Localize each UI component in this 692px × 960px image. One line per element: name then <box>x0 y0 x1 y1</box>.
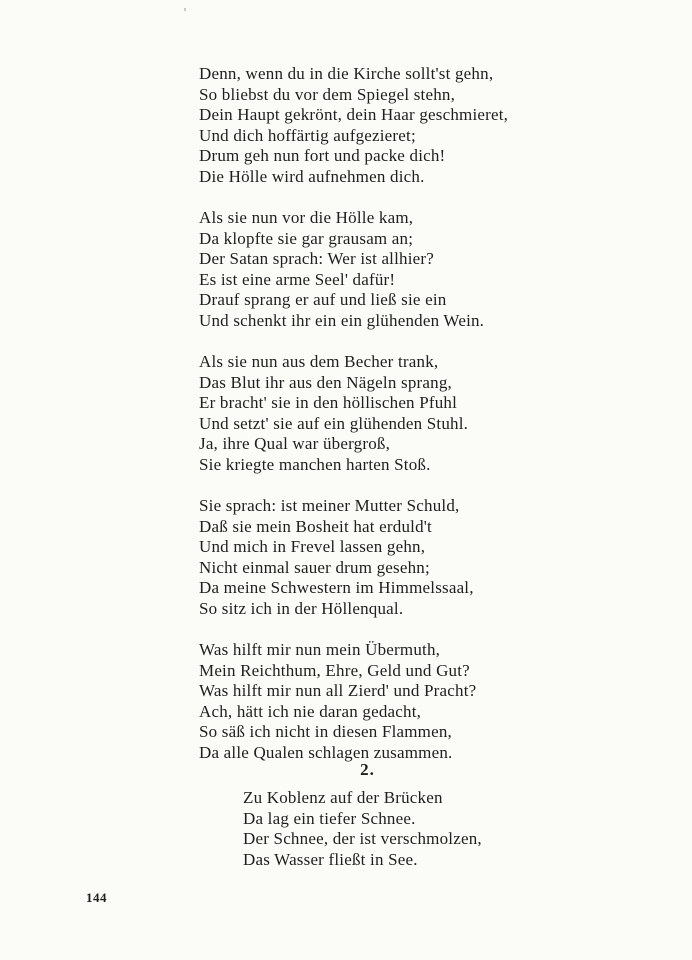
verse-line: Als sie nun vor die Hölle kam, <box>199 208 414 227</box>
page-number: 144 <box>86 890 107 905</box>
verse-line: Und setzt' sie auf ein glühenden Stuhl. <box>199 413 469 433</box>
verse-line: Mein Reichthum, Ehre, Geld und Gut? <box>199 660 470 680</box>
verse-line: Der Schnee, der ist verschmolzen, <box>243 829 482 848</box>
verse-line: Die Hölle wird aufnehmen dich. <box>199 166 425 186</box>
verse-line: Der Satan sprach: Wer ist allhier? <box>199 249 435 268</box>
stanza <box>199 352 559 475</box>
verse-line: Drauf sprang er auf und ließ sie ein <box>199 290 447 309</box>
verse-line: Das Wasser fließt in See. <box>243 849 418 869</box>
verse-line: Und schenkt ihr ein ein glühenden Wein. <box>199 310 485 330</box>
verse-line: Da alle Qualen schlagen zusammen. <box>199 742 453 762</box>
stanza <box>199 640 559 763</box>
poem-1 <box>199 64 559 784</box>
section-number-heading <box>0 760 692 780</box>
verse-line: Da lag ein tiefer Schnee. <box>243 808 416 828</box>
verse-line: Und mich in Frevel lassen gehn, <box>199 537 426 556</box>
stanza <box>199 208 559 331</box>
verse-line: Da klopfte sie gar grausam an; <box>199 228 414 248</box>
verse-line: So bliebst du vor dem Spiegel stehn, <box>199 84 456 104</box>
verse-line: Er bracht' sie in den höllischen Pfuhl <box>199 393 458 412</box>
section-number: 2. <box>360 760 375 779</box>
verse-line: Es ist eine arme Seel' dafür! <box>199 269 396 289</box>
verse-line: Was hilft mir nun all Zierd' und Pracht? <box>199 681 477 700</box>
verse-line: Denn, wenn du in die Kirche sollt'st gehn, <box>199 64 494 83</box>
verse-line: Drum geh nun fort und packe dich! <box>199 146 446 165</box>
verse-line: Sie kriegte manchen harten Stoß. <box>199 454 431 474</box>
verse-line: So säß ich nicht in diesen Flammen, <box>199 722 452 741</box>
verse-line: Und dich hoffärtig aufgezieret; <box>199 125 416 145</box>
verse-line: Was hilft mir nun mein Übermuth, <box>199 640 441 659</box>
verse-line: Das Blut ihr aus den Nägeln sprang, <box>199 372 452 392</box>
verse-line: Als sie nun aus dem Becher trank, <box>199 352 439 371</box>
verse-line: Sie sprach: ist meiner Mutter Schuld, <box>199 496 460 515</box>
verse-line: Daß sie mein Bosheit hat erduld't <box>199 516 432 536</box>
verse-line: Ach, hätt ich nie daran gedacht, <box>199 701 422 721</box>
verse-line: Nicht einmal sauer drum gesehn; <box>199 557 430 577</box>
verse-line: Ja, ihre Qual war übergroß, <box>199 434 391 453</box>
scan-speck <box>184 8 186 11</box>
verse-line: So sitz ich in der Höllenqual. <box>199 598 404 618</box>
verse-line: Dein Haupt gekrönt, dein Haar geschmieret, <box>199 105 509 124</box>
poem-2 <box>243 788 543 870</box>
verse-line: Zu Koblenz auf der Brücken <box>243 788 443 807</box>
stanza <box>199 64 559 187</box>
stanza <box>199 496 559 619</box>
verse-line: Da meine Schwestern im Himmelssaal, <box>199 578 474 597</box>
